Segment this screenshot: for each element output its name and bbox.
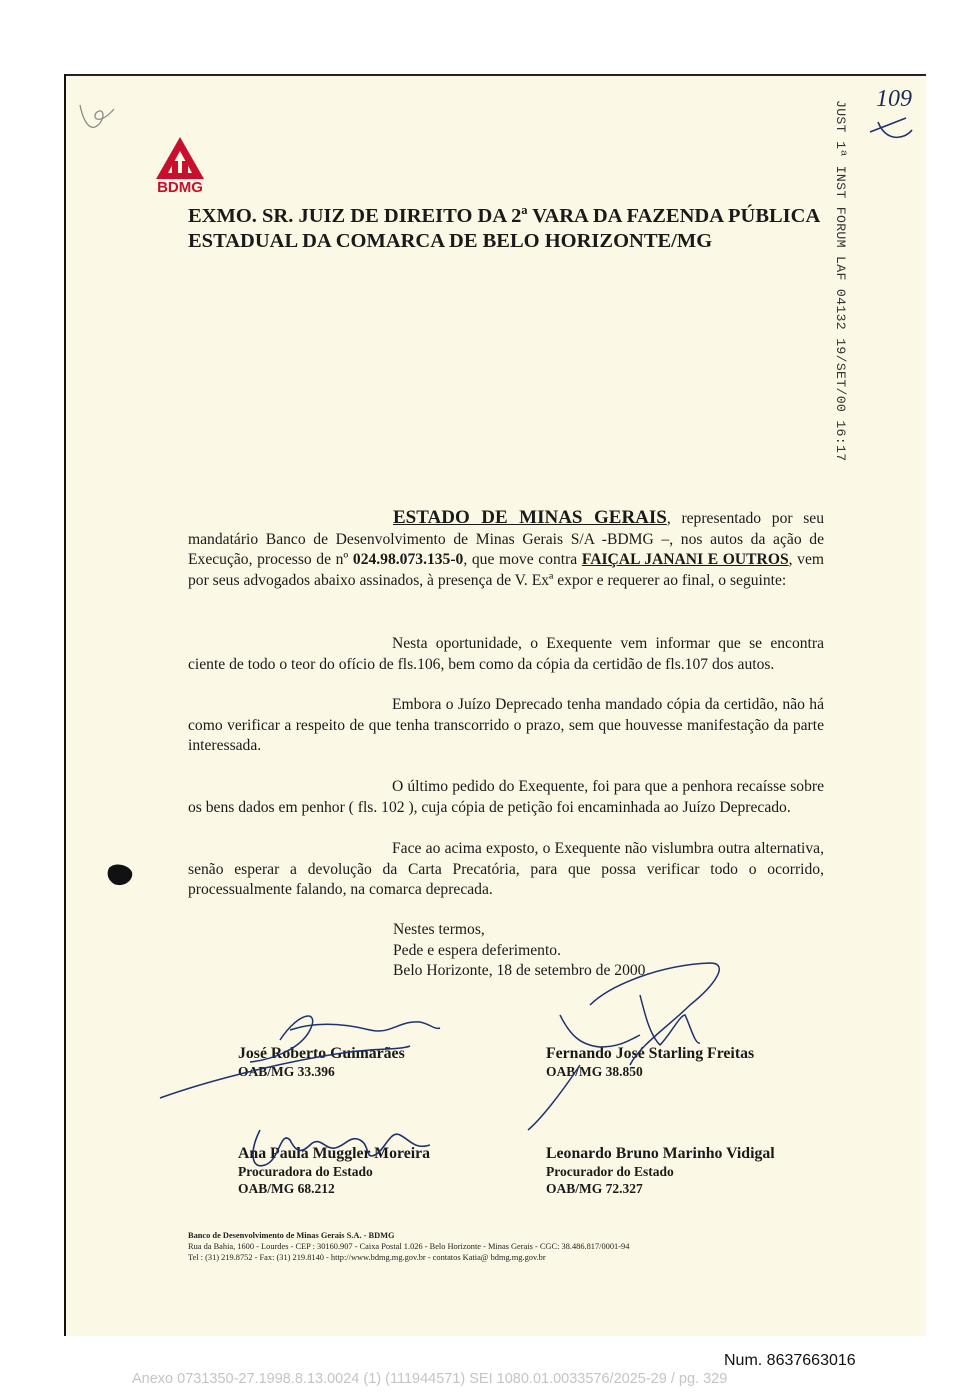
signature-block-2 [546, 1044, 846, 1080]
document-number: Num. 8637663016 [724, 1352, 856, 1369]
party-name: ESTADO DE MINAS GERAIS [393, 507, 667, 528]
intro-text-3: , vem por seus advogados abaixo assinados, à presença de V. Exª expor e requerer ao final, o seguinte: [188, 551, 824, 589]
signer-oab: OAB/MG 68.212 [238, 1181, 335, 1196]
scan-edge-left [64, 74, 66, 1336]
closing-line-3: Belo Horizonte, 18 de setembro de 2000 [393, 962, 646, 979]
signer-oab: OAB/MG 38.850 [546, 1064, 643, 1079]
signer-role: Procurador do Estado [546, 1164, 674, 1179]
signature-block-4 [546, 1144, 846, 1197]
signature-block-1 [238, 1044, 498, 1080]
closing-line-1: Nestes termos, [393, 921, 485, 938]
scan-edge-top [64, 74, 926, 76]
signer-name: Fernando José Starling Freitas [546, 1045, 755, 1062]
footer-company: Banco de Desenvolvimento de Minas Gerais S.A. - BDMG [188, 1231, 395, 1240]
signer-oab: OAB/MG 33.396 [238, 1064, 335, 1079]
ink-blot [106, 862, 134, 888]
annex-reference: Anexo 0731350-27.1998.8.13.0024 (1) (111944571) SEI 1080.01.0033576/2025-29 / pg. 329 [132, 1371, 728, 1387]
paragraph-2: Embora o Juízo Deprecado tenha mandado cópia da certidão, não há como verificar a respeito de que tenha transcorrido o prazo, sem que houvesse manifestação da parte interessada. [188, 696, 824, 754]
signature-block-3 [238, 1144, 498, 1197]
closing-line-2: Pede e espera deferimento. [393, 941, 561, 959]
intro-text-2: , que move contra [463, 551, 582, 568]
paragraph-3: O último pedido do Exequente, foi para que a penhora recaísse sobre os bens dados em penhor ( fls. 102 ), cuja cópia de petição foi encaminhada ao Juízo Deprecado. [188, 778, 824, 816]
intro-paragraph [188, 508, 824, 591]
signer-oab: OAB/MG 72.327 [546, 1181, 643, 1196]
letterhead-footer [188, 1230, 629, 1263]
signer-role: Procuradora do Estado [238, 1164, 373, 1179]
signer-name: Leonardo Bruno Marinho Vidigal [546, 1145, 775, 1162]
paragraph-4: Face ao acima exposto, o Exequente não vislumbra outra alternativa, senão esperar a devolução da Carta Precatória, para que possa verificar todo o ocorrido, processualmente falando, na comarca deprecada. [188, 840, 824, 898]
footer-contacts: Tel : (31) 219.8752 - Fax: (31) 219.8140 - http://www.bdmg.mg.gov.br - contatos Katia@ bdmg.mg.gov.br [188, 1253, 546, 1262]
defendant-name: FAIÇAL JANANI E OUTROS [581, 551, 789, 568]
header-line-1: EXMO. SR. JUIZ DE DIREITO DA 2ª VARA DA FAZENDA PÚBLICA [188, 205, 821, 227]
process-number: 024.98.073.135-0 [352, 551, 464, 568]
closing-block [393, 920, 793, 982]
bdmg-logo-icon [152, 135, 208, 197]
header-line-2: ESTADUAL DA COMARCA DE BELO HORIZONTE/MG [188, 230, 713, 252]
logo-text: BDMG [157, 179, 203, 196]
stamp-text: JUST 1ª INST FORUM LAF 04132 19/SET/00 16:17 [833, 100, 848, 462]
intro-text-1: , representado por seu mandatário Banco de Desenvolvimento de Minas Gerais S/A -BDMG –, nos autos da ação de Execução, processo de nº [188, 510, 825, 568]
footer-address: Rua da Bahia, 1600 - Lourdes - CEP : 30160.907 - Caixa Postal 1.026 - Belo Horizonte - Minas Gerais - CGC: 38.486.817/0001-94 [188, 1242, 630, 1251]
protocol-stamp [826, 100, 852, 462]
document-header [188, 204, 838, 254]
page-folio: 109 [876, 86, 912, 112]
signer-name: Ana Paula Muggler Moreira [238, 1145, 431, 1162]
paragraph-1: Nesta oportunidade, o Exequente vem informar que se encontra ciente de todo o teor do ofício de fls.106, bem como da cópia da certidão de fls.107 dos autos. [188, 635, 824, 673]
signer-name: José Roberto Guimarães [238, 1045, 405, 1062]
